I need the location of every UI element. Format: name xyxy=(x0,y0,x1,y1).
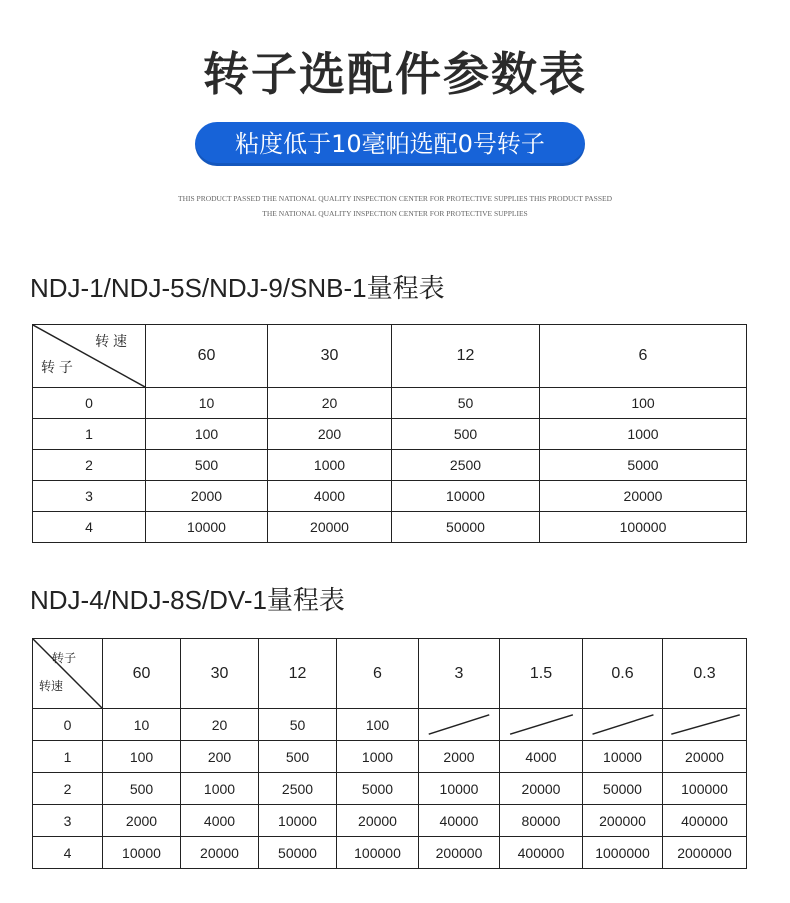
range-cell: 20000 xyxy=(181,837,259,869)
table-row xyxy=(33,388,747,419)
range-cell: 20000 xyxy=(540,481,747,512)
range-cell: 4000 xyxy=(500,741,583,773)
range-cell: 400000 xyxy=(663,805,747,837)
range-cell: 10000 xyxy=(103,837,181,869)
range-cell: 100000 xyxy=(663,773,747,805)
speed-header: 12 xyxy=(392,325,540,388)
range-table-1 xyxy=(32,324,747,543)
range-cell: 500 xyxy=(392,419,540,450)
range-cell: 20 xyxy=(181,709,259,741)
range-cell: 100000 xyxy=(540,512,747,543)
range-cell: 10000 xyxy=(259,805,337,837)
speed-header: 0.6 xyxy=(583,639,663,709)
table1-title: NDJ-1/NDJ-5S/NDJ-9/SNB-1量程表 xyxy=(30,273,445,303)
rotor-cell: 4 xyxy=(33,837,103,869)
range-cell: 20000 xyxy=(337,805,419,837)
corner-rotor-label: 转 子 xyxy=(41,359,73,375)
range-cell: 20000 xyxy=(268,512,392,543)
range-cell: 100 xyxy=(337,709,419,741)
range-cell: 10000 xyxy=(392,481,540,512)
range-cell: 1000 xyxy=(337,741,419,773)
table-row xyxy=(33,805,747,837)
slash-mark xyxy=(419,709,499,740)
range-cell: 100 xyxy=(103,741,181,773)
range-cell: 4000 xyxy=(268,481,392,512)
corner-header-cell xyxy=(33,639,103,709)
range-cell: 2000000 xyxy=(663,837,747,869)
range-cell: 200 xyxy=(268,419,392,450)
table2-title: NDJ-4/NDJ-8S/DV-1量程表 xyxy=(30,585,345,615)
range-cell: 100 xyxy=(146,419,268,450)
table-row xyxy=(33,773,747,805)
rotor-cell: 1 xyxy=(33,419,146,450)
range-cell: 2500 xyxy=(259,773,337,805)
table-row xyxy=(33,512,747,543)
table-header-row xyxy=(33,325,747,388)
range-cell: 200 xyxy=(181,741,259,773)
range-cell: 400000 xyxy=(500,837,583,869)
speed-header: 30 xyxy=(268,325,392,388)
speed-header: 6 xyxy=(540,325,747,388)
note-badge: 粘度低于10毫帕选配0号转子 xyxy=(195,122,585,166)
range-cell: 2000 xyxy=(146,481,268,512)
range-cell: 10 xyxy=(103,709,181,741)
corner-speed-label: 转 速 xyxy=(95,333,127,349)
range-cell: 500 xyxy=(146,450,268,481)
table-row xyxy=(33,481,747,512)
corner-speed-label: 转速 xyxy=(39,679,64,693)
rotor-cell: 3 xyxy=(33,481,146,512)
range-cell: 20 xyxy=(268,388,392,419)
rotor-cell: 0 xyxy=(33,709,103,741)
range-cell: 5000 xyxy=(540,450,747,481)
range-cell: 1000 xyxy=(268,450,392,481)
range-cell: 50000 xyxy=(392,512,540,543)
range-cell: 100000 xyxy=(337,837,419,869)
speed-header: 1.5 xyxy=(500,639,583,709)
corner-header-cell xyxy=(33,325,146,388)
not-applicable-cell xyxy=(583,709,663,741)
not-applicable-cell xyxy=(419,709,500,741)
range-cell: 2500 xyxy=(392,450,540,481)
speed-header: 3 xyxy=(419,639,500,709)
tagline-line-2: THE NATIONAL QUALITY INSPECTION CENTER FOR PROTECTIVE SUPPLIES xyxy=(262,209,528,218)
table-row xyxy=(33,741,747,773)
rotor-cell: 4 xyxy=(33,512,146,543)
slash-mark xyxy=(583,709,662,740)
slash-mark xyxy=(500,709,582,740)
not-applicable-cell xyxy=(500,709,583,741)
range-cell: 50000 xyxy=(259,837,337,869)
range-cell: 1000000 xyxy=(583,837,663,869)
tagline-line-1: THIS PRODUCT PASSED THE NATIONAL QUALITY INSPECTION CENTER FOR PROTECTIVE SUPPLIES THIS PRODUCT PASSED xyxy=(177,194,612,203)
rotor-cell: 0 xyxy=(33,388,146,419)
table-header-row xyxy=(33,639,747,709)
range-cell: 500 xyxy=(259,741,337,773)
rotor-cell: 3 xyxy=(33,805,103,837)
range-cell: 10000 xyxy=(583,741,663,773)
range-cell: 50 xyxy=(392,388,540,419)
not-applicable-cell xyxy=(663,709,747,741)
range-cell: 1000 xyxy=(181,773,259,805)
range-cell: 200000 xyxy=(583,805,663,837)
range-cell: 2000 xyxy=(419,741,500,773)
range-cell: 20000 xyxy=(663,741,747,773)
range-cell: 20000 xyxy=(500,773,583,805)
table-row xyxy=(33,837,747,869)
speed-header: 12 xyxy=(259,639,337,709)
corner-rotor-label: 转子 xyxy=(51,651,76,665)
range-cell: 5000 xyxy=(337,773,419,805)
range-cell: 200000 xyxy=(419,837,500,869)
range-cell: 500 xyxy=(103,773,181,805)
range-cell: 100 xyxy=(540,388,747,419)
range-cell: 10000 xyxy=(419,773,500,805)
range-cell: 10000 xyxy=(146,512,268,543)
rotor-cell: 2 xyxy=(33,450,146,481)
slash-mark xyxy=(663,709,746,740)
table-row xyxy=(33,709,747,741)
table-row xyxy=(33,419,747,450)
rotor-cell: 1 xyxy=(33,741,103,773)
range-table-2 xyxy=(32,638,747,869)
table-row xyxy=(33,450,747,481)
rotor-cell: 2 xyxy=(33,773,103,805)
range-cell: 80000 xyxy=(500,805,583,837)
range-cell: 1000 xyxy=(540,419,747,450)
range-cell: 2000 xyxy=(103,805,181,837)
speed-header: 60 xyxy=(146,325,268,388)
page-title: 转子选配件参数表 xyxy=(203,47,587,101)
range-cell: 4000 xyxy=(181,805,259,837)
range-cell: 10 xyxy=(146,388,268,419)
range-cell: 50 xyxy=(259,709,337,741)
diagonal-divider xyxy=(33,325,145,387)
speed-header: 30 xyxy=(181,639,259,709)
speed-header: 0.3 xyxy=(663,639,747,709)
range-cell: 50000 xyxy=(583,773,663,805)
speed-header: 60 xyxy=(103,639,181,709)
range-cell: 40000 xyxy=(419,805,500,837)
speed-header: 6 xyxy=(337,639,419,709)
